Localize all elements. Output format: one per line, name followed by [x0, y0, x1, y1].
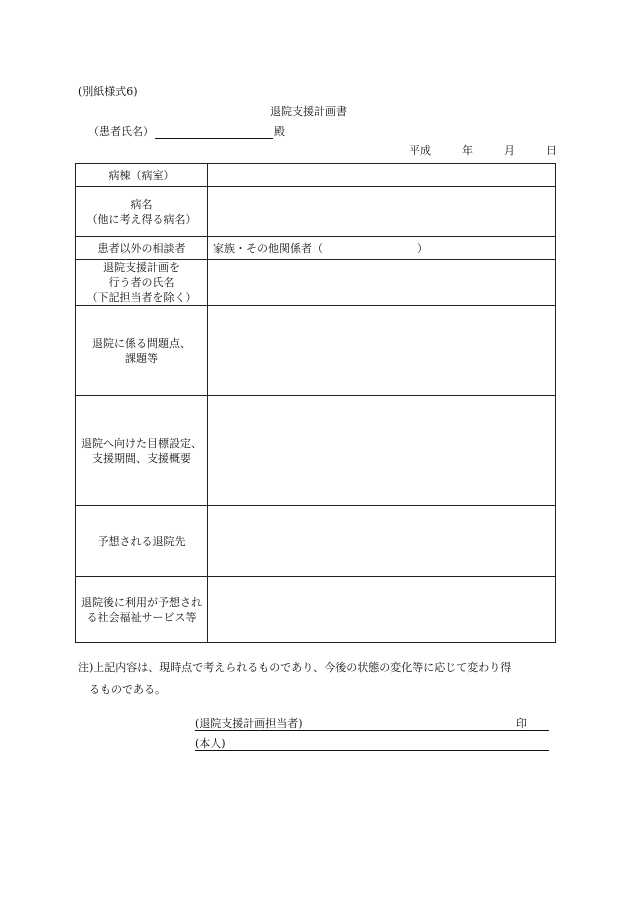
patient-name-label: （患者氏名） [88, 125, 154, 138]
day-unit: 日 [546, 144, 557, 157]
table-row [76, 164, 556, 187]
planner-signature-label: (退院支援計画担当者) [195, 717, 303, 730]
planner-name-label: 退院支援計画を 行う者の氏名 （下記担当者を除く） [76, 260, 208, 306]
consultant-field[interactable] [208, 237, 556, 260]
table-row [76, 187, 556, 237]
era-label: 平成 [409, 144, 431, 157]
consultant-label: 患者以外の相談者 [76, 237, 208, 260]
form-code: (別紙様式6) [78, 85, 138, 98]
note-line-2: るものである。 [89, 683, 166, 696]
consultant-suffix: ） [417, 241, 428, 255]
diagnosis-label: 病名 （他に考え得る病名） [76, 187, 208, 237]
issues-field[interactable] [208, 306, 556, 396]
destination-label: 予想される退院先 [76, 506, 208, 577]
self-signature-line[interactable] [195, 735, 549, 751]
diagnosis-field[interactable] [208, 187, 556, 237]
document-title: 退院支援計画書 [270, 105, 347, 118]
table-row [76, 396, 556, 506]
date-row [409, 142, 557, 158]
note-line-1: 注)上記内容は、現時点で考えられるものであり、今後の状態の変化等に応じて変わり得 [78, 661, 512, 674]
services-field[interactable] [208, 577, 556, 643]
consultant-prefix: 家族・その他関係者（ [213, 241, 323, 255]
patient-name-row [88, 123, 285, 139]
honorific: 殿 [274, 125, 285, 138]
issues-label: 退院に係る問題点、 課題等 [76, 306, 208, 396]
table-row [76, 506, 556, 577]
destination-field[interactable] [208, 506, 556, 577]
table-row [76, 260, 556, 306]
discharge-plan-table [75, 163, 556, 643]
year-unit: 年 [462, 144, 473, 157]
services-label: 退院後に利用が予想され る社会福祉サービス等 [76, 577, 208, 643]
goals-field[interactable] [208, 396, 556, 506]
seal-mark: 印 [516, 717, 527, 730]
month-unit: 月 [504, 144, 515, 157]
planner-name-field[interactable] [208, 260, 556, 306]
ward-field[interactable] [208, 164, 556, 187]
self-signature-label: (本人) [195, 737, 226, 750]
planner-signature-line[interactable] [195, 715, 549, 731]
table-row [76, 237, 556, 260]
table-row [76, 577, 556, 643]
note [78, 657, 556, 701]
patient-name-field[interactable] [155, 126, 273, 139]
ward-label: 病棟（病室） [76, 164, 208, 187]
table-row [76, 306, 556, 396]
goals-label: 退院へ向けた目標設定、 支援期間、支援概要 [76, 396, 208, 506]
